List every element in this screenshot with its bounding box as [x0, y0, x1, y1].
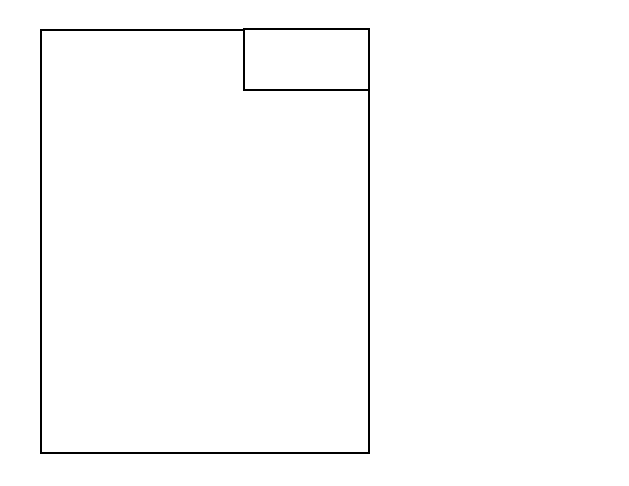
mixing-ratio-axis-label — [385, 217, 399, 337]
legend — [243, 28, 370, 91]
plot-border — [41, 30, 369, 453]
